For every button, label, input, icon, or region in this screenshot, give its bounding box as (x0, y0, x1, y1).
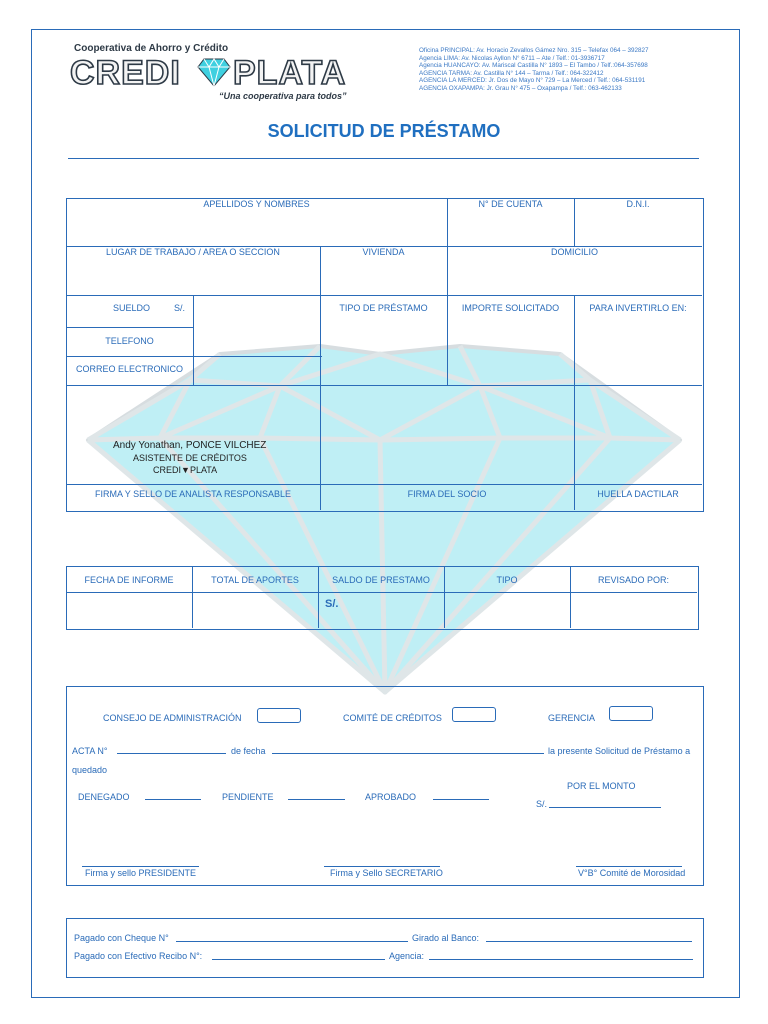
label-invertir: PARA INVERTIRLO EN: (589, 303, 687, 313)
label-vb-comite: V°B° Comité de Morosidad (578, 868, 686, 878)
diamond-mark-icon: ▼ (181, 465, 190, 475)
office-line: Agencia LIMA: Av. Nicolas Ayllon N° 6711 – Ate / Telf.: 01-3936717 (419, 54, 605, 62)
office-line: Agencia HUANCAYO: Av. Mariscal Castilla N° 1893 – El Tambo / Telf.:064-357698 (419, 62, 648, 69)
label-importe: IMPORTE SOLICITADO (461, 303, 560, 313)
secretario-signature-line (324, 866, 440, 867)
label-presente: la presente Solicitud de Préstamo a (548, 746, 691, 756)
title-divider (68, 158, 699, 159)
label-apellidos: APELLIDOS Y NOMBRES (203, 199, 310, 209)
brand-right: PLATA (233, 54, 347, 92)
payment-box (66, 918, 704, 978)
label-tipo-prestamo: TIPO DE PRÉSTAMO (339, 303, 428, 313)
banco-field[interactable] (486, 941, 692, 942)
label-agencia: Agencia: (389, 951, 425, 961)
cooperative-line: Cooperativa de Ahorro y Crédito (74, 43, 229, 54)
label-firma-secretario: Firma y Sello SECRETARIO (330, 868, 443, 878)
analyst-role: ASISTENTE DE CRÉDITOS (133, 453, 247, 463)
label-firma-presidente: Firma y sello PRESIDENTE (85, 868, 197, 878)
acta-field[interactable] (117, 753, 226, 754)
label-sueldo-currency: S/. (174, 303, 186, 313)
summary-header: FECHA DE INFORME (84, 575, 174, 585)
diamond-logo-icon (197, 57, 231, 87)
summary-header: REVISADO POR: (597, 575, 669, 585)
analyst-name: Andy Yonathan, PONCE VILCHEZ (113, 440, 267, 451)
label-consejo: CONSEJO DE ADMINISTRACIÓN (103, 713, 242, 723)
label-sueldo: SUELDO (113, 303, 151, 313)
saldo-value: S/. (325, 598, 339, 610)
brand-left: CREDI (70, 54, 181, 92)
summary-header: TOTAL DE APORTES (211, 575, 299, 585)
label-telefono: TELEFONO (105, 336, 154, 346)
label-acta: ACTA N° (72, 746, 108, 756)
gerencia-checkbox[interactable] (609, 706, 653, 721)
fecha-field[interactable] (272, 753, 544, 754)
label-dni: D.N.I. (626, 199, 650, 209)
office-list (419, 47, 719, 92)
label-por-monto: POR EL MONTO (567, 781, 636, 791)
label-denegado: DENEGADO (78, 792, 130, 802)
label-firma-socio: FIRMA DEL SOCIO (407, 489, 487, 499)
office-line: AGENCIA LA MERCED: Jr. Dos de Mayo N° 729 – La Merced / Telf.: 064-531191 (419, 77, 646, 84)
cheque-field[interactable] (176, 941, 408, 942)
label-comite: COMITÉ DE CRÉDITOS (343, 713, 442, 723)
label-huella: HUELLA DACTILAR (597, 489, 679, 499)
label-efectivo: Pagado con Efectivo Recibo N°: (74, 951, 203, 961)
summary-header: TIPO (496, 575, 518, 585)
label-pendiente: PENDIENTE (222, 792, 274, 802)
office-line: AGENCIA OXAPAMPA: Jr. Grau N° 475 – Oxapampa / Telf.: 063-462133 (419, 84, 622, 92)
comite-signature-line (576, 866, 682, 867)
pendiente-field[interactable] (288, 799, 345, 800)
denegado-field[interactable] (145, 799, 201, 800)
label-lugar: LUGAR DE TRABAJO / AREA O SECCION (106, 247, 280, 257)
presidente-signature-line (82, 866, 199, 867)
label-monto-currency: S/. (536, 799, 548, 809)
page-title: SOLICITUD DE PRÉSTAMO (267, 121, 501, 141)
label-domicilio: DOMICILIO (550, 247, 598, 257)
agencia-field[interactable] (429, 959, 693, 960)
label-quedado: quedado (72, 765, 108, 775)
label-cuenta: N° DE CUENTA (478, 199, 543, 209)
efectivo-field[interactable] (212, 959, 385, 960)
label-banco: Girado al Banco: (412, 933, 480, 943)
office-line: AGENCIA TARMA: Av. Castilla N° 144 – Tarma / Telf.: 064-322412 (419, 69, 604, 77)
label-aprobado: APROBADO (365, 792, 417, 802)
consejo-checkbox[interactable] (257, 708, 301, 723)
label-correo: CORREO ELECTRONICO (75, 364, 183, 374)
office-line: Oficina PRINCIPAL: Av. Horacio Zevallos Gámez Nro. 315 – Telefax 064 – 392827 (419, 47, 649, 54)
label-gerencia: GERENCIA (548, 713, 596, 723)
label-vivienda: VIVIENDA (362, 247, 405, 257)
label-firma-analista: FIRMA Y SELLO DE ANALISTA RESPONSABLE (94, 489, 292, 499)
summary-header: SALDO DE PRESTAMO (332, 575, 430, 585)
comite-checkbox[interactable] (452, 707, 496, 722)
label-cheque: Pagado con Cheque N° (74, 933, 169, 943)
analyst-org: CREDI▼PLATA (153, 465, 218, 475)
slogan: “Una cooperativa para todos” (219, 91, 347, 101)
aprobado-field[interactable] (433, 799, 489, 800)
label-de-fecha: de fecha (231, 746, 266, 756)
monto-field[interactable] (549, 807, 661, 808)
